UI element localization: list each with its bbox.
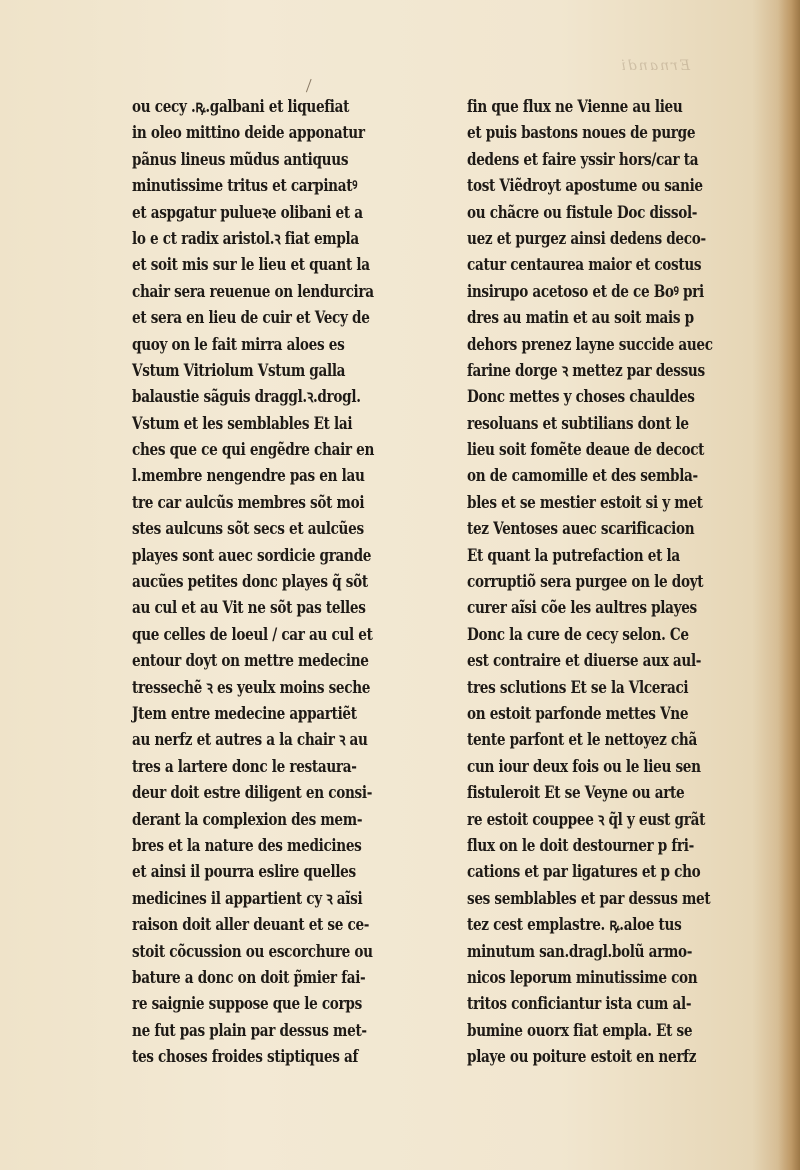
text-line: on estoit parfonde mettes Vne (467, 703, 689, 724)
text-line: et sera en lieu de cuir et Vecy de (132, 308, 370, 329)
margin-mark (306, 79, 319, 95)
text-line: Vstum et les semblables Et lai (132, 413, 353, 434)
text-line: nicos leporum minutissime con (467, 967, 698, 988)
text-line: ne fut pas plain par dessus met- (132, 1020, 367, 1041)
text-line: minutum san.dragl.bolũ armo- (467, 941, 693, 962)
text-line: bature a donc on doit p̃mier fai- (132, 967, 366, 988)
right-text-column (467, 94, 785, 1070)
text-line: tres sclutions Et se la Vlceraci (467, 677, 689, 698)
text-line: est contraire et diuerse aux aul- (467, 651, 702, 672)
text-line: resoluans et subtilians dont le (467, 413, 689, 434)
text-line: ou chãcre ou fistule Doc dissol- (467, 202, 698, 223)
text-line: stoit cõcussion ou escorchure ou (132, 941, 373, 962)
text-line: raison doit aller deuant et se ce- (132, 915, 370, 936)
text-line: tritos conficiantur ista cum al- (467, 994, 692, 1015)
text-line: bumine ouorx fiat empla. Et se (467, 1020, 693, 1041)
text-line: Et quant la putrefaction et la (467, 545, 680, 566)
text-line: cations et par ligatures et p cho (467, 862, 701, 883)
text-line: tente parfont et le nettoyez chã (467, 730, 697, 751)
text-line: dedens et faire yssir hors/car ta (467, 149, 699, 170)
text-line: bres et la nature des medicines (132, 835, 362, 856)
text-line: re estoit couppee ꝛ q̃l y eust grãt (467, 809, 706, 830)
text-line: tez cest emplastre. ꝶ.aloe tus (467, 915, 682, 936)
text-line: au nerfz et autres a la chair ꝛ au (132, 730, 368, 751)
text-line: deur doit estre diligent en consi- (132, 783, 373, 804)
text-line: on de camomille et des sembla- (467, 466, 698, 487)
text-line: tez Ventoses auec scarificacion (467, 519, 695, 540)
text-line: et aspgatur pulueꝛe olibani et a (132, 202, 363, 223)
text-line: tre car aulcũs membres sõt moi (132, 492, 365, 513)
text-line: ses semblables et par dessus met (467, 888, 711, 909)
text-line: ou cecy .ꝶ.galbani et liquefiat (132, 97, 350, 117)
text-line: Donc mettes y choses chauldes (467, 387, 695, 408)
text-line: Jtem entre medecine appartiẽt (132, 703, 357, 724)
text-line: tes choses froides stiptiques af (132, 1047, 359, 1068)
text-line: farine dorge ꝛ mettez par dessus (467, 360, 705, 381)
text-line: tres a lartere donc le restaura- (132, 756, 357, 777)
text-line: tost Viẽdroyt apostume ou sanie (467, 176, 703, 197)
text-line: fin que flux ne Vienne au lieu (467, 97, 683, 117)
left-text-column (132, 94, 450, 1070)
text-line: entour doyt on mettre medecine (132, 651, 369, 672)
text-line: cun iour deux fois ou le lieu sen (467, 756, 701, 777)
text-line: catur centaurea maior et costus (467, 255, 702, 276)
text-line: minutissime tritus et carpinatꝰ (132, 176, 358, 197)
text-line: uez et purgez ainsi dedens deco- (467, 228, 706, 249)
text-line: fistuleroit Et se Veyne ou arte (467, 783, 685, 804)
text-line: re saignie suppose que le corps (132, 994, 362, 1015)
text-line: Vstum Vitriolum Vstum galla (132, 360, 346, 381)
text-line: playe ou poiture estoit en nerfz (467, 1047, 697, 1068)
text-line: in oleo mittino deide apponatur (132, 123, 365, 144)
text-line: lo e ct radix aristol.ꝛ fiat empla (132, 228, 359, 249)
text-line: et puis bastons noues de purge (467, 123, 696, 144)
text-line: aucũes petites donc playes q̃ sõt (132, 572, 368, 593)
text-line: et soit mis sur le lieu et quant la (132, 255, 370, 276)
text-line: corruptiõ sera purgee on le doyt (467, 572, 704, 593)
text-line: curer aĩsi cõe les aultres playes (467, 598, 697, 619)
text-line: medicines il appartient cy ꝛ aĩsi (132, 888, 363, 909)
text-line: que celles de loeul / car au cul et (132, 624, 373, 645)
text-line: l.membre nengendre pas en lau (132, 466, 365, 487)
text-line: balaustie sãguis draggl.ꝛ.drogl. (132, 387, 361, 408)
text-line: stes aulcuns sõt secs et aulcũes (132, 519, 364, 540)
text-line: lieu soit fomẽte deaue de decoct (467, 440, 705, 461)
text-line: dehors prenez layne succide auec (467, 334, 713, 355)
text-line: insirupo acetoso et de ce Boꝰ pri (467, 281, 704, 302)
text-line: bles et se mestier estoit si y met (467, 492, 703, 513)
text-line: flux on le doit destourner p fri- (467, 835, 694, 856)
text-line: ches que ce qui engẽdre chair en (132, 440, 375, 461)
text-line: derant la complexion des mem- (132, 809, 363, 830)
text-line: chair sera reuenue on lendurcira (132, 281, 374, 302)
text-line: Donc la cure de cecy selon. Ce (467, 624, 689, 645)
text-line: et ainsi il pourra eslire quelles (132, 862, 356, 883)
text-line: playes sont auec sordicie grande (132, 545, 372, 566)
bleed-through-header: Ernandi (619, 58, 690, 74)
text-line: quoy on le fait mirra aloes es (132, 334, 345, 355)
text-line: tressechẽ ꝛ es yeulx moins seche (132, 677, 371, 698)
text-line: pãnus lineus mũdus antiquus (132, 149, 349, 170)
text-line: dres au matin et au soit mais p (467, 308, 694, 329)
text-line: au cul et au Vit ne sõt pas telles (132, 598, 366, 619)
